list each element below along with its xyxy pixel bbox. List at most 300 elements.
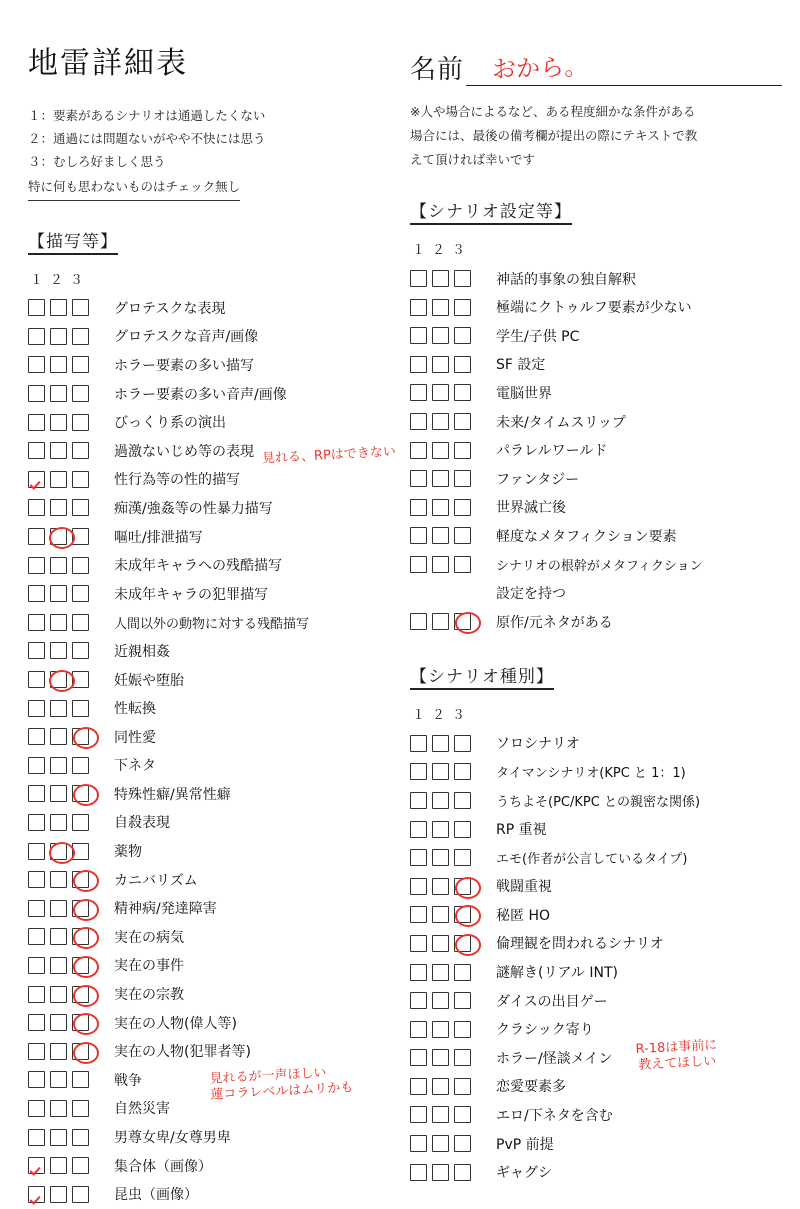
checkbox-3[interactable] bbox=[72, 1071, 89, 1088]
checkbox-1[interactable] bbox=[410, 735, 427, 752]
checkbox-3[interactable] bbox=[454, 1021, 471, 1038]
checkbox-1[interactable] bbox=[28, 900, 45, 917]
checkbox-3[interactable] bbox=[454, 821, 471, 838]
checkbox-1[interactable] bbox=[28, 328, 45, 345]
checkbox-3[interactable] bbox=[72, 1043, 89, 1060]
checkbox-3[interactable] bbox=[454, 442, 471, 459]
checkbox-1[interactable] bbox=[28, 700, 45, 717]
annotation-r18: R-18は事前に 教えてほしい bbox=[635, 1037, 718, 1074]
name-input[interactable] bbox=[466, 52, 782, 86]
checkbox-1[interactable] bbox=[28, 557, 45, 574]
checkbox-1[interactable] bbox=[410, 821, 427, 838]
checkbox-1[interactable] bbox=[28, 385, 45, 402]
checkbox-3[interactable] bbox=[454, 1135, 471, 1152]
checkbox-2[interactable] bbox=[50, 1043, 67, 1060]
checkbox-2[interactable] bbox=[432, 1078, 449, 1095]
checkbox-2[interactable] bbox=[50, 614, 67, 631]
checkbox-1[interactable] bbox=[28, 785, 45, 802]
checkbox-3[interactable] bbox=[454, 413, 471, 430]
checklist-label: 特殊性癖/異常性癖 bbox=[114, 786, 231, 803]
checkbox-3[interactable] bbox=[72, 843, 89, 860]
checklist-row bbox=[28, 665, 398, 694]
checkbox-3[interactable] bbox=[72, 585, 89, 602]
checkbox-1[interactable] bbox=[410, 878, 427, 895]
checkbox-2[interactable] bbox=[432, 413, 449, 430]
checkbox-group bbox=[28, 414, 102, 431]
checkbox-2[interactable] bbox=[432, 906, 449, 923]
checklist-label: 過激ないじめ等の表現 bbox=[114, 443, 254, 460]
checkbox-group bbox=[28, 785, 102, 802]
checkbox-2[interactable] bbox=[50, 1129, 67, 1146]
checkbox-3[interactable] bbox=[454, 470, 471, 487]
checkbox-group bbox=[28, 957, 102, 974]
checkbox-group bbox=[410, 1021, 484, 1038]
checkbox-2[interactable] bbox=[432, 470, 449, 487]
checkbox-3[interactable] bbox=[454, 499, 471, 516]
checklist-label: 神話的事象の独自解釈 bbox=[496, 271, 636, 288]
checkbox-3[interactable] bbox=[72, 356, 89, 373]
checkbox-3[interactable] bbox=[454, 270, 471, 287]
checkbox-2[interactable] bbox=[50, 928, 67, 945]
legend-line-1: １：要素があるシナリオは通過したくない bbox=[28, 108, 266, 123]
checkbox-1[interactable] bbox=[28, 957, 45, 974]
checkbox-group bbox=[28, 385, 102, 402]
checkbox-group bbox=[28, 499, 102, 516]
checklist-row bbox=[28, 379, 398, 408]
checklist-row bbox=[28, 1180, 398, 1209]
checkbox-3[interactable] bbox=[454, 935, 471, 952]
checkbox-2[interactable] bbox=[50, 957, 67, 974]
checkbox-1[interactable] bbox=[410, 1078, 427, 1095]
checklist-row bbox=[410, 929, 782, 958]
checkbox-1[interactable] bbox=[410, 1135, 427, 1152]
checkbox-group bbox=[410, 442, 484, 459]
checklist-row bbox=[28, 837, 398, 866]
checkbox-group bbox=[410, 992, 484, 1009]
checklist-label: 男尊女卑/女尊男卑 bbox=[114, 1130, 231, 1147]
legend-line-3: ３：むしろ好ましく思う bbox=[28, 154, 166, 170]
checkbox-1[interactable] bbox=[28, 814, 45, 831]
checkbox-3[interactable] bbox=[454, 1049, 471, 1066]
checkbox-2[interactable] bbox=[432, 792, 449, 809]
checkbox-2[interactable] bbox=[432, 384, 449, 401]
checklist-settei bbox=[410, 264, 782, 636]
checklist-label: 未成年キャラへの残酷描写 bbox=[114, 558, 282, 575]
checkbox-3[interactable] bbox=[72, 700, 89, 717]
checkbox-1[interactable] bbox=[410, 527, 427, 544]
checkbox-3[interactable] bbox=[72, 757, 89, 774]
checklist-label: 謎解き(リアル INT) bbox=[496, 965, 618, 982]
checklist-row bbox=[410, 407, 782, 436]
checkbox-2[interactable] bbox=[50, 728, 67, 745]
checkbox-3[interactable] bbox=[454, 992, 471, 1009]
checkbox-2[interactable] bbox=[432, 1135, 449, 1152]
checkbox-2[interactable] bbox=[50, 671, 67, 688]
checkbox-group bbox=[410, 878, 484, 895]
checkbox-3[interactable] bbox=[454, 299, 471, 316]
section-title-byousha: 【描写等】 bbox=[28, 227, 118, 255]
checklist-row bbox=[410, 1101, 782, 1130]
section-title-settei: 【シナリオ設定等】 bbox=[410, 197, 572, 225]
checkbox-1[interactable] bbox=[410, 384, 427, 401]
checklist-label: PvP 前提 bbox=[496, 1136, 554, 1153]
checkbox-group bbox=[28, 900, 102, 917]
checkbox-1[interactable] bbox=[28, 356, 45, 373]
checkbox-group bbox=[28, 328, 102, 345]
checkbox-2[interactable] bbox=[50, 1100, 67, 1117]
scale-header-shubetsu: １２３ bbox=[412, 707, 473, 723]
checklist-label: ホラー要素の多い描写 bbox=[114, 357, 254, 374]
checkbox-1[interactable] bbox=[410, 499, 427, 516]
checklist-shubetsu bbox=[410, 729, 782, 1187]
checklist-row bbox=[410, 1015, 782, 1044]
checkbox-2[interactable] bbox=[432, 849, 449, 866]
checkbox-2[interactable] bbox=[432, 499, 449, 516]
checkbox-group bbox=[410, 470, 484, 487]
checklist-label: 痴漢/強姦等の性暴力描写 bbox=[114, 500, 273, 517]
checkbox-1[interactable] bbox=[28, 1186, 45, 1203]
checkbox-3[interactable] bbox=[454, 906, 471, 923]
checkbox-1[interactable] bbox=[28, 414, 45, 431]
checkbox-3[interactable] bbox=[72, 814, 89, 831]
checkbox-2[interactable] bbox=[50, 414, 67, 431]
checkbox-3[interactable] bbox=[454, 327, 471, 344]
checkbox-1[interactable] bbox=[410, 442, 427, 459]
checklist-label: 昆虫（画像） bbox=[114, 1187, 198, 1204]
checkbox-1[interactable] bbox=[28, 757, 45, 774]
checkbox-2[interactable] bbox=[50, 642, 67, 659]
checkbox-2[interactable] bbox=[50, 528, 67, 545]
checklist-label: 同性愛 bbox=[114, 729, 156, 746]
checkbox-2[interactable] bbox=[50, 986, 67, 1003]
checklist-row bbox=[410, 729, 782, 758]
checkbox-1[interactable] bbox=[28, 642, 45, 659]
checkbox-1[interactable] bbox=[410, 964, 427, 981]
checklist-row bbox=[410, 350, 782, 379]
checklist-row bbox=[28, 608, 398, 637]
checkbox-1[interactable] bbox=[410, 299, 427, 316]
checkbox-2[interactable] bbox=[50, 785, 67, 802]
checkbox-1[interactable] bbox=[28, 299, 45, 316]
checkbox-3[interactable] bbox=[72, 328, 89, 345]
checkbox-3[interactable] bbox=[72, 414, 89, 431]
checkbox-1[interactable] bbox=[410, 470, 427, 487]
checkbox-group bbox=[410, 1135, 484, 1152]
checkbox-1[interactable] bbox=[410, 556, 427, 573]
name-value: おから。 bbox=[491, 52, 589, 84]
checklist-row bbox=[28, 551, 398, 580]
checklist-row bbox=[28, 322, 398, 351]
checklist-label: エモ(作者が公言しているタイプ) bbox=[496, 852, 688, 868]
checkbox-group bbox=[410, 413, 484, 430]
checkbox-3[interactable] bbox=[454, 964, 471, 981]
checklist-label: クラシック寄り bbox=[496, 1022, 594, 1039]
checkbox-2[interactable] bbox=[432, 763, 449, 780]
checkbox-3[interactable] bbox=[72, 1157, 89, 1174]
checkbox-2[interactable] bbox=[432, 327, 449, 344]
checkbox-3[interactable] bbox=[72, 871, 89, 888]
checkbox-2[interactable] bbox=[50, 557, 67, 574]
checklist-row bbox=[28, 579, 398, 608]
checklist-label: 世界滅亡後 bbox=[496, 500, 566, 517]
checklist-label: 妊娠や堕胎 bbox=[114, 672, 184, 689]
checkbox-2[interactable] bbox=[432, 878, 449, 895]
checkbox-3[interactable] bbox=[72, 671, 89, 688]
checkbox-1[interactable] bbox=[410, 270, 427, 287]
checkbox-group bbox=[410, 1106, 484, 1123]
checkbox-3[interactable] bbox=[72, 728, 89, 745]
checkbox-3[interactable] bbox=[72, 986, 89, 1003]
checkbox-3[interactable] bbox=[72, 471, 89, 488]
checkbox-1[interactable] bbox=[28, 843, 45, 860]
checkbox-2[interactable] bbox=[50, 1157, 67, 1174]
checkbox-1[interactable] bbox=[410, 413, 427, 430]
checkbox-2[interactable] bbox=[432, 1164, 449, 1181]
checklist-row-continuation bbox=[410, 579, 782, 608]
checklist-row bbox=[410, 550, 782, 579]
note-line-3: えて頂ければ幸いです bbox=[410, 151, 536, 167]
checkbox-1[interactable] bbox=[410, 992, 427, 1009]
checkbox-2[interactable] bbox=[50, 814, 67, 831]
checkbox-2[interactable] bbox=[50, 1186, 67, 1203]
checklist-label: 人間以外の動物に対する残酷描写 bbox=[114, 616, 310, 632]
checklist-label: 極端にクトゥルフ要素が少ない bbox=[496, 300, 692, 317]
checkbox-3[interactable] bbox=[72, 957, 89, 974]
checklist-row bbox=[28, 694, 398, 723]
checkbox-2[interactable] bbox=[50, 385, 67, 402]
checkbox-1[interactable] bbox=[28, 499, 45, 516]
checkbox-1[interactable] bbox=[28, 471, 45, 488]
checkbox-2[interactable] bbox=[50, 299, 67, 316]
checkbox-group bbox=[410, 1078, 484, 1095]
checkbox-2[interactable] bbox=[50, 757, 67, 774]
checkbox-2[interactable] bbox=[432, 613, 449, 630]
checklist-row bbox=[410, 379, 782, 408]
checkbox-3[interactable] bbox=[72, 900, 89, 917]
checkbox-3[interactable] bbox=[72, 557, 89, 574]
checkbox-3[interactable] bbox=[454, 1106, 471, 1123]
checkbox-group bbox=[28, 757, 102, 774]
checkbox-1[interactable] bbox=[410, 1106, 427, 1123]
checklist-label: 未来/タイムスリップ bbox=[496, 414, 626, 431]
checkbox-group bbox=[28, 1071, 102, 1088]
checkbox-1[interactable] bbox=[28, 1157, 45, 1174]
checkbox-1[interactable] bbox=[410, 935, 427, 952]
checkbox-3[interactable] bbox=[454, 356, 471, 373]
checkbox-2[interactable] bbox=[50, 1014, 67, 1031]
checkbox-group bbox=[28, 471, 102, 488]
checkbox-3[interactable] bbox=[454, 849, 471, 866]
checkbox-group bbox=[410, 356, 484, 373]
checklist-row bbox=[28, 465, 398, 494]
checkbox-2[interactable] bbox=[50, 471, 67, 488]
checkbox-2[interactable] bbox=[432, 442, 449, 459]
checkbox-2[interactable] bbox=[432, 299, 449, 316]
checkbox-1[interactable] bbox=[28, 671, 45, 688]
checkbox-group bbox=[410, 849, 484, 866]
checkbox-1[interactable] bbox=[28, 1129, 45, 1146]
checklist-label: ファンタジー bbox=[496, 471, 580, 488]
checkbox-1[interactable] bbox=[410, 356, 427, 373]
checkbox-1[interactable] bbox=[410, 906, 427, 923]
checkbox-2[interactable] bbox=[50, 843, 67, 860]
checkbox-3[interactable] bbox=[72, 1186, 89, 1203]
checklist-label-continuation: 設定を持つ bbox=[496, 586, 566, 603]
checkbox-1[interactable] bbox=[410, 763, 427, 780]
checkbox-3[interactable] bbox=[72, 785, 89, 802]
checklist-row bbox=[28, 865, 398, 894]
checkbox-group bbox=[28, 557, 102, 574]
checkbox-3[interactable] bbox=[72, 642, 89, 659]
checkbox-group bbox=[28, 442, 102, 459]
checklist-label: ギャグシ bbox=[496, 1165, 552, 1182]
checklist-label: 集合体（画像） bbox=[114, 1158, 212, 1175]
checkbox-1[interactable] bbox=[28, 1014, 45, 1031]
checkbox-group bbox=[410, 906, 484, 923]
checkbox-2[interactable] bbox=[50, 499, 67, 516]
checkbox-group bbox=[28, 614, 102, 631]
checkbox-3[interactable] bbox=[454, 792, 471, 809]
checkbox-2[interactable] bbox=[432, 935, 449, 952]
checklist-label: グロテスクな音声/画像 bbox=[114, 329, 259, 346]
checklist-label: シナリオの根幹がメタフィクション bbox=[496, 558, 703, 574]
checkbox-1[interactable] bbox=[410, 1164, 427, 1181]
checkbox-group bbox=[28, 1014, 102, 1031]
checkbox-1[interactable] bbox=[28, 871, 45, 888]
checkbox-2[interactable] bbox=[432, 964, 449, 981]
checkbox-2[interactable] bbox=[432, 356, 449, 373]
right-column bbox=[410, 0, 782, 1186]
checkbox-1[interactable] bbox=[410, 849, 427, 866]
checklist-row bbox=[28, 980, 398, 1009]
checkbox-3[interactable] bbox=[72, 528, 89, 545]
checklist-row bbox=[28, 294, 398, 323]
checkbox-3[interactable] bbox=[72, 1014, 89, 1031]
legend bbox=[28, 104, 398, 201]
checkbox-3[interactable] bbox=[454, 1078, 471, 1095]
checkbox-2[interactable] bbox=[432, 556, 449, 573]
checkbox-1[interactable] bbox=[410, 792, 427, 809]
checklist-row bbox=[28, 1008, 398, 1037]
checkbox-1[interactable] bbox=[28, 1071, 45, 1088]
checkbox-3[interactable] bbox=[72, 614, 89, 631]
checkbox-2[interactable] bbox=[432, 1049, 449, 1066]
checkbox-group bbox=[28, 299, 102, 316]
checkbox-2[interactable] bbox=[432, 1106, 449, 1123]
checkbox-1[interactable] bbox=[410, 1021, 427, 1038]
checkbox-3[interactable] bbox=[454, 763, 471, 780]
annotation-images: 見れるが一声ほしい 蓮コラレベルはムリかも bbox=[209, 1065, 354, 1103]
checkbox-group bbox=[410, 763, 484, 780]
checkbox-group bbox=[28, 1129, 102, 1146]
checkbox-1[interactable] bbox=[28, 528, 45, 545]
checklist-row bbox=[28, 408, 398, 437]
checkbox-1[interactable] bbox=[410, 1049, 427, 1066]
checkbox-1[interactable] bbox=[28, 442, 45, 459]
checkbox-group bbox=[410, 613, 484, 630]
checkbox-2[interactable] bbox=[432, 735, 449, 752]
checkbox-group bbox=[28, 671, 102, 688]
checkbox-2[interactable] bbox=[432, 821, 449, 838]
checkbox-1[interactable] bbox=[28, 585, 45, 602]
checklist-label: 嘔吐/排泄描写 bbox=[114, 529, 203, 546]
checklist-label: 近親相姦 bbox=[114, 643, 170, 660]
checkbox-2[interactable] bbox=[50, 900, 67, 917]
checkbox-3[interactable] bbox=[454, 613, 471, 630]
checkbox-2[interactable] bbox=[50, 1071, 67, 1088]
checkbox-1[interactable] bbox=[28, 1043, 45, 1060]
checkbox-3[interactable] bbox=[454, 527, 471, 544]
checkbox-3[interactable] bbox=[72, 499, 89, 516]
checkbox-3[interactable] bbox=[454, 556, 471, 573]
checkbox-group bbox=[28, 585, 102, 602]
checklist-row bbox=[28, 1151, 398, 1180]
checkbox-3[interactable] bbox=[454, 1164, 471, 1181]
checklist-label: 電脳世界 bbox=[496, 385, 552, 402]
checkbox-3[interactable] bbox=[454, 878, 471, 895]
checklist-row bbox=[410, 872, 782, 901]
checklist-row bbox=[410, 843, 782, 872]
checkbox-3[interactable] bbox=[72, 299, 89, 316]
checklist-label: 実在の事件 bbox=[114, 958, 184, 975]
checklist-label: 実在の人物(犯罪者等) bbox=[114, 1044, 251, 1061]
checkbox-2[interactable] bbox=[50, 700, 67, 717]
checkbox-3[interactable] bbox=[454, 735, 471, 752]
checklist-label: 性行為等の性的描写 bbox=[114, 472, 240, 489]
checkbox-group bbox=[28, 1157, 102, 1174]
checkbox-2[interactable] bbox=[50, 328, 67, 345]
checkbox-1[interactable] bbox=[28, 614, 45, 631]
checkbox-2[interactable] bbox=[50, 585, 67, 602]
checkbox-2[interactable] bbox=[50, 442, 67, 459]
checkbox-2[interactable] bbox=[432, 1021, 449, 1038]
checklist-row bbox=[28, 351, 398, 380]
checkbox-2[interactable] bbox=[432, 527, 449, 544]
checkbox-group bbox=[28, 728, 102, 745]
checkbox-1[interactable] bbox=[410, 613, 427, 630]
checkbox-3[interactable] bbox=[72, 1100, 89, 1117]
checkbox-3[interactable] bbox=[454, 384, 471, 401]
checklist-row bbox=[28, 808, 398, 837]
checkbox-2[interactable] bbox=[50, 871, 67, 888]
checklist-label: ホラー要素の多い音声/画像 bbox=[114, 386, 287, 403]
checkbox-1[interactable] bbox=[28, 928, 45, 945]
checkbox-2[interactable] bbox=[50, 356, 67, 373]
scale-header-settei: １２３ bbox=[412, 243, 473, 259]
checklist-row bbox=[28, 751, 398, 780]
checkbox-3[interactable] bbox=[72, 442, 89, 459]
checkbox-3[interactable] bbox=[72, 928, 89, 945]
checklist-label: 薬物 bbox=[114, 844, 142, 861]
checklist-row bbox=[410, 607, 782, 636]
checkbox-3[interactable] bbox=[72, 385, 89, 402]
checklist-row bbox=[28, 780, 398, 809]
note-line-2: 場合には、最後の備考欄が提出の際にテキストで教 bbox=[410, 127, 698, 143]
checkbox-2[interactable] bbox=[432, 270, 449, 287]
instruction-note bbox=[410, 100, 782, 171]
checkbox-2[interactable] bbox=[432, 992, 449, 1009]
checkbox-1[interactable] bbox=[28, 986, 45, 1003]
checkbox-1[interactable] bbox=[28, 728, 45, 745]
checkbox-3[interactable] bbox=[72, 1129, 89, 1146]
checkbox-1[interactable] bbox=[410, 327, 427, 344]
checklist-label: 精神病/発達障害 bbox=[114, 901, 217, 918]
checklist-label: 戦闘重視 bbox=[496, 879, 552, 896]
checklist-row bbox=[410, 815, 782, 844]
checkbox-group bbox=[410, 384, 484, 401]
checklist-row bbox=[28, 923, 398, 952]
checkbox-1[interactable] bbox=[28, 1100, 45, 1117]
